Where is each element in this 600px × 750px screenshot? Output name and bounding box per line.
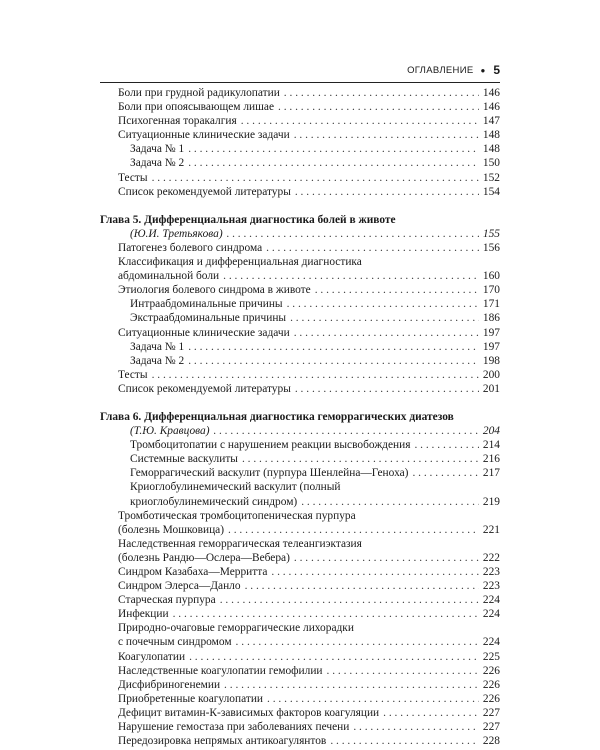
toc-entry <box>100 466 500 480</box>
dot-leader <box>245 579 479 593</box>
toc-entry <box>100 579 500 593</box>
toc-entry <box>100 650 500 664</box>
toc-entry <box>100 495 500 509</box>
dot-leader <box>223 269 479 283</box>
toc-entry <box>100 311 500 325</box>
toc-entry-page: 148 <box>482 143 500 156</box>
toc-entry-title: Тромбоцитопатии с нарушением реакции высвобождения <box>130 439 411 452</box>
dot-leader <box>271 565 479 579</box>
toc-entry <box>100 100 500 114</box>
toc-entry-page: 147 <box>482 115 500 128</box>
toc-entry-title: Синдром Элерса—Данло <box>118 580 241 593</box>
toc-entry-page: 228 <box>482 735 500 748</box>
toc-entry <box>100 354 500 368</box>
toc-entry <box>100 593 500 607</box>
dot-leader <box>188 354 479 368</box>
toc-entry <box>100 664 500 678</box>
toc-entry-title: Задача № 1 <box>130 340 185 353</box>
dot-leader <box>228 523 479 537</box>
toc-entry-page: 171 <box>482 298 500 311</box>
dot-leader <box>267 692 479 706</box>
toc-entry-title: Природно-очаговые геморрагические лихорадки <box>118 622 354 635</box>
toc-entry-title: Тесты <box>118 368 148 381</box>
toc-entry <box>100 509 500 523</box>
toc-entry-page: 226 <box>482 692 500 705</box>
dot-leader <box>330 734 479 748</box>
toc-entry-page: 224 <box>482 636 500 649</box>
toc-entry <box>100 142 500 156</box>
toc-entry-page: 226 <box>482 664 500 677</box>
toc-entry-title: Экстраабдоминальные причины <box>130 312 287 325</box>
toc-entry-page: 198 <box>482 354 500 367</box>
toc-entry <box>100 255 500 269</box>
dot-leader <box>152 368 479 382</box>
toc-entry-page: 152 <box>482 171 500 184</box>
toc-entry <box>100 340 500 354</box>
toc-entry-title: Геморрагический васкулит (пурпура Шенлейна—Геноха) <box>130 467 409 480</box>
toc-entry <box>100 480 500 494</box>
dot-leader <box>353 720 479 734</box>
toc-entry-page: 223 <box>482 580 500 593</box>
toc-entry-title: Задача № 1 <box>130 143 185 156</box>
toc-entry-page: 160 <box>482 270 500 283</box>
toc-entry <box>100 424 500 438</box>
chapter-author: (Т.Ю. Кравцова) <box>130 425 210 438</box>
toc-entry-title: Список рекомендуемой литературы <box>118 185 291 198</box>
toc-entry-title: (болезнь Мошковица) <box>118 523 225 536</box>
toc-entry-title: Старческая пурпура <box>118 594 216 607</box>
toc-entry <box>100 297 500 311</box>
toc-entry-page: 223 <box>482 566 500 578</box>
table-of-contents <box>100 86 500 748</box>
toc-entry-title: Боли при опоясывающем лишае <box>118 101 275 114</box>
toc-entry-title: Классификация и дифференциальная диагностика <box>118 256 362 269</box>
dot-leader <box>173 607 479 621</box>
dot-leader <box>241 114 479 128</box>
toc-entry-page: 227 <box>482 706 500 719</box>
toc-entry-page: 146 <box>482 87 500 99</box>
toc-entry-page: 214 <box>482 439 500 452</box>
toc-entry-page: 197 <box>482 326 500 339</box>
dot-leader <box>278 100 479 114</box>
toc-entry <box>100 326 500 340</box>
toc-entry <box>100 227 500 241</box>
toc-entry-page: 217 <box>482 467 500 480</box>
toc-entry-title: Этиология болевого синдрома в животе <box>118 284 311 297</box>
toc-entry-title: Инфекции <box>118 608 169 621</box>
toc-entry-page: 204 <box>482 425 500 438</box>
chapter-title: Глава 5. Дифференциальная диагностика болей в животе <box>100 213 396 226</box>
dot-leader <box>290 311 479 325</box>
toc-entry <box>100 171 500 185</box>
toc-entry <box>100 156 500 170</box>
toc-entry-title: Передозировка непрямых антикоагулянтов <box>118 735 327 748</box>
toc-entry-title: с почечным синдромом <box>118 636 232 649</box>
toc-entry <box>100 382 500 396</box>
toc-entry-page: 224 <box>482 608 500 621</box>
toc-entry-title: Психогенная торакалгия <box>118 115 237 128</box>
dot-leader <box>214 424 479 438</box>
chapter-heading <box>100 213 500 227</box>
toc-entry-title: Задача № 2 <box>130 354 185 367</box>
dot-leader <box>295 382 479 396</box>
toc-entry-title: Список рекомендуемой литературы <box>118 382 291 395</box>
toc-entry-title: Нарушение гемостаза при заболеваниях печени <box>118 721 350 734</box>
toc-entry-title: Коагулопатии <box>118 650 186 663</box>
dot-leader <box>188 142 479 156</box>
running-title: ОГЛАВЛЕНИЕ <box>407 64 474 76</box>
dot-leader <box>227 227 479 241</box>
toc-entry-page: 221 <box>482 523 500 536</box>
toc-entry <box>100 128 500 142</box>
dot-leader <box>294 128 479 142</box>
dot-leader <box>287 297 479 311</box>
section-gap <box>100 396 500 410</box>
dot-leader <box>220 593 479 607</box>
toc-entry-title: Ситуационные клинические задачи <box>118 129 290 142</box>
dot-leader <box>414 438 478 452</box>
dot-leader <box>301 495 479 509</box>
page-number: 5 <box>493 63 500 77</box>
toc-entry-page: 222 <box>482 551 500 564</box>
bullet-separator: ● <box>480 65 486 75</box>
toc-entry-page: 154 <box>482 185 500 198</box>
chapter-heading <box>100 410 500 424</box>
toc-entry-title: (болезнь Рандю—Ослера—Вебера) <box>118 551 290 564</box>
toc-entry-title: Приобретенные коагулопатии <box>118 692 264 705</box>
toc-entry-page: 200 <box>482 368 500 381</box>
dot-leader <box>188 340 479 354</box>
toc-entry-page: 148 <box>482 129 500 142</box>
toc-entry <box>100 635 500 649</box>
toc-entry <box>100 269 500 283</box>
toc-entry <box>100 537 500 551</box>
chapter-author: (Ю.И. Третьякова) <box>130 227 223 240</box>
toc-entry <box>100 692 500 706</box>
toc-entry-page: 219 <box>482 495 500 508</box>
running-header <box>100 62 500 78</box>
toc-entry-page: 201 <box>482 382 500 395</box>
dot-leader <box>412 466 478 480</box>
toc-entry <box>100 114 500 128</box>
toc-entry <box>100 438 500 452</box>
dot-leader <box>294 551 479 565</box>
toc-entry-title: Наследственные коагулопатии гемофилии <box>118 664 323 677</box>
toc-entry-page: 150 <box>482 157 500 170</box>
toc-entry-title: Дефицит витамин-К-зависимых факторов коагуляции <box>118 706 380 719</box>
dot-leader <box>188 156 479 170</box>
dot-leader <box>315 283 479 297</box>
toc-entry-title: Ситуационные клинические задачи <box>118 326 290 339</box>
dot-leader <box>236 635 479 649</box>
toc-entry-page: 186 <box>482 312 500 325</box>
toc-entry-page: 146 <box>482 101 500 114</box>
toc-entry-title: Криоглобулинемический васкулит (полный <box>130 481 341 494</box>
toc-entry <box>100 283 500 297</box>
toc-entry <box>100 565 500 579</box>
dot-leader <box>295 185 479 199</box>
toc-entry <box>100 86 500 100</box>
toc-entry <box>100 185 500 199</box>
toc-entry <box>100 551 500 565</box>
toc-entry-title: абдоминальной боли <box>118 270 220 283</box>
toc-entry-title: Интраабдоминальные причины <box>130 298 283 311</box>
toc-entry <box>100 706 500 720</box>
toc-entry-title: криоглобулинемический синдром) <box>130 495 298 508</box>
toc-entry-page: 170 <box>482 284 500 297</box>
dot-leader <box>266 241 479 255</box>
toc-entry-page: 226 <box>482 678 500 691</box>
toc-entry-title: Дисфибриногенемии <box>118 678 221 691</box>
toc-entry-page: 225 <box>482 650 500 663</box>
toc-entry <box>100 607 500 621</box>
dot-leader <box>327 664 479 678</box>
toc-entry-title: Наследственная геморрагическая телеангиэктазия <box>118 537 362 550</box>
dot-leader <box>294 326 479 340</box>
section-gap <box>100 199 500 213</box>
toc-entry-page: 227 <box>482 721 500 734</box>
dot-leader <box>189 650 479 664</box>
toc-entry <box>100 241 500 255</box>
header-rule <box>100 82 500 83</box>
dot-leader <box>224 678 479 692</box>
toc-entry-page: 224 <box>482 594 500 607</box>
toc-entry-title: Системные васкулиты <box>130 453 238 466</box>
toc-entry <box>100 678 500 692</box>
toc-entry-title: Синдром Казабаха—Мерритта <box>118 566 268 578</box>
toc-entry <box>100 523 500 537</box>
dot-leader <box>152 171 479 185</box>
toc-entry <box>100 720 500 734</box>
toc-entry <box>100 621 500 635</box>
dot-leader <box>383 706 479 720</box>
toc-entry-page: 156 <box>482 241 500 254</box>
toc-entry-title: Тромботическая тромбоцитопеническая пурпура <box>118 509 356 522</box>
toc-entry-page: 216 <box>482 453 500 466</box>
toc-entry <box>100 368 500 382</box>
chapter-title: Глава 6. Дифференциальная диагностика геморрагических диатезов <box>100 410 454 423</box>
toc-entry-title: Патогенез болевого синдрома <box>118 241 263 254</box>
toc-entry-page: 197 <box>482 340 500 353</box>
toc-entry-title: Тесты <box>118 171 148 184</box>
dot-leader <box>284 86 479 100</box>
toc-entry-page: 155 <box>482 227 500 240</box>
toc-entry <box>100 452 500 466</box>
dot-leader <box>242 452 479 466</box>
toc-entry <box>100 734 500 748</box>
toc-entry-title: Задача № 2 <box>130 157 185 170</box>
toc-entry-title: Боли при грудной радикулопатии <box>118 87 280 99</box>
